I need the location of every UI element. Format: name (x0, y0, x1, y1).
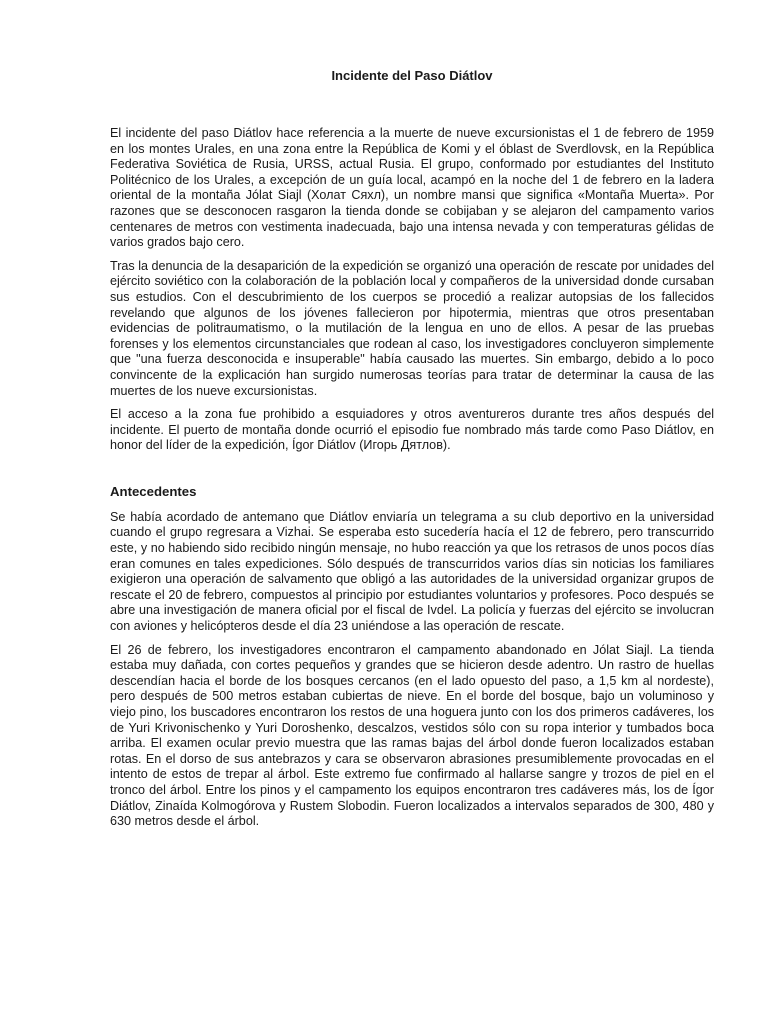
section-paragraph-1: Se había acordado de antemano que Diátlov enviaría un telegrama a su club deportivo en la universidad cuando el grupo regresara a Vizhai. Se esperaba esto sucedería hacía el 12 de febrero, pero transcurrido este, y no habiendo sido recibido ningún mensaje, no hubo reacción ya que los retrasos de unos pocos días eran comunes en tales expediciones. Sólo después de transcurridos varios días sin noticias los familiares exigieron una operación de salvamento que obligó a las autoridades de la universidad organizar grupos de rescate el 20 de febrero, compuestos al principio por estudiantes voluntarios y profesores. Poco después se abre una investigación de manera oficial por el fiscal de Ivdel. La policía y fuerzas del ejército se involucran con aviones y helicópteros desde el día 23 uniéndose a las operación de rescate. (110, 509, 714, 634)
document-title: Incidente del Paso Diátlov (331, 68, 493, 83)
intro-paragraph-1: El incidente del paso Diátlov hace referencia a la muerte de nueve excursionistas el 1 de febrero de 1959 en los montes Urales, en una zona entre la República de Komi y el óblast de Sverdlovsk, en la República Federativa Soviética de Rusia, URSS, actual Rusia. El grupo, conformado por estudiantes del Instituto Politécnico de los Urales, a excepción de un guía local, acampó en la noche del 1 de febrero en la ladera oriental de la montaña Jólat Siajl (Холат Сяхл), un nombre mansi que significa «Montaña Muerta». Por razones que se desconocen rasgaron la tienda donde se cobijaban y se alejaron del campamento varios centenares de metros con vestimenta inadecuada, bajo una intensa nevada y con temperaturas gélidas de varios grados bajo cero. (110, 126, 714, 250)
section-heading-antecedentes: Antecedentes (110, 483, 197, 499)
section-paragraph-2: El 26 de febrero, los investigadores encontraron el campamento abandonado en Jólat Siajl. La tienda estaba muy dañada, con cortes pequeños y grandes que se hicieron desde adentro. Un rastro de huellas descendían hacia el borde de los bosques cercanos (en el lado opuesto del paso, a 1,5 km al nordeste), pero después de 500 metros estaban cubiertas de nieve. En el borde del bosque, bajo un voluminoso y viejo pino, los buscadores encontraron los restos de una hoguera junto con los dos primeros cadáveres, los de Yuri Krivonischenko y Yuri Doroshenko, descalzos, vestidos sólo con su ropa interior y tumbados boca arriba. El examen ocular previo muestra que las ramas bajas del árbol donde fueron localizados estaban rotas. En el dorso de sus antebrazos y cara se observaron abrasiones presumiblemente provocadas en el intento de estos de trepar al árbol. Este extremo fue confirmado al hallarse sangre y trozos de piel en el tronco del árbol. Entre los pinos y el campamento los equipos encontraron tres cadáveres más, los de Ígor Diátlov, Zinaída Kolmogórova y Rustem Slobodin. Fueron localizados a intervalos separados de 300, 480 y 630 metros desde el árbol. (110, 642, 714, 829)
intro-paragraph-2: Tras la denuncia de la desaparición de la expedición se organizó una operación de rescate por unidades del ejército soviético con la colaboración de la población local y compañeros de la universidad donde cursaban sus estudios. Con el descubrimiento de los cuerpos se procedió a realizar autopsias de los fallecidos revelando que algunos de los jóvenes fallecieron por hipotermia, mientras que otros presentaban evidencias de politraumatismo, o la mutilación de la lengua en uno de ellos. A pesar de las pruebas forenses y los elementos circunstanciales que rodean al caso, los investigadores concluyeron simplemente que "una fuerza desconocida e insuperable" había causado las muertes. Sin embargo, debido a lo poco convincente de la explicación han surgido numerosas teorías para tratar de determinar la causa de las muertes de los nueve excursionistas. (110, 258, 714, 398)
document-page (110, 68, 714, 838)
intro-paragraph-3: El acceso a la zona fue prohibido a esquiadores y otros aventureros durante tres años después del incidente. El puerto de montaña donde ocurrió el episodio fue nombrado más tarde como Paso Diátlov, en honor del líder de la expedición, Ígor Diátlov (Игорь Дятлов). (110, 407, 714, 453)
